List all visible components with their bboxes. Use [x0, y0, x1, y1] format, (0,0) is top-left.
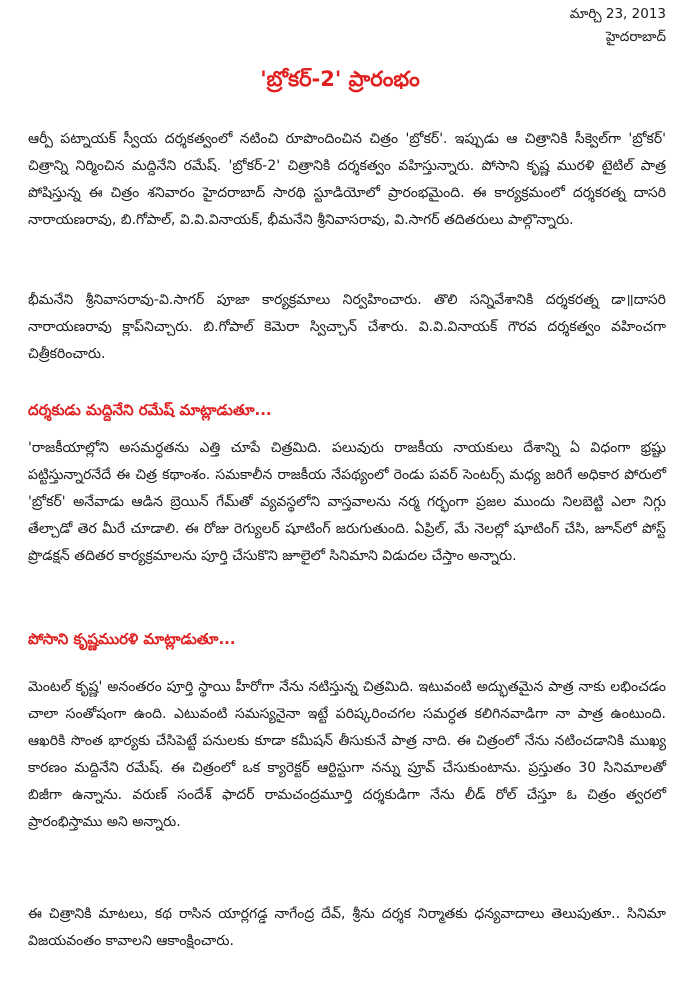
article-title: 'బ్రోకర్-2' ప్రారంభం	[260, 67, 420, 91]
paragraph-intro: ఆర్పీ పట్నాయక్ స్వీయ దర్శకత్వంలో నటించి రూపొందించిన చిత్రం 'బ్రోకర్'. ఇప్పుడు ఆ చిత్రానికి సీక్వెల్‌గా 'బ్రోకర్' చిత్రాన్ని నిర్మించిన మద్దినేని రమేష్. 'బ్రోకర్-2' చిత్రానికి దర్శకత్వం వహిస్తున్నారు. పోసాని కృష్ణ మురళి టైటిల్ పాత్ర పోషిస్తున్న ఈ చిత్రం శనివారం హైదరాబాద్ సారథి స్టూడియోలో ప్రారంభమైంది. ఈ కార్యక్రమంలో దర్శకరత్న దాసరి నారాయణరావు, బి.గోపాల్, వి.వి.వినాయక్, భీమనేని శ్రీనివాసరావు, వి.సాగర్ తదితరులు పాల్గొన్నారు.	[28, 131, 666, 228]
date-line: మార్చి 23, 2013	[569, 6, 666, 22]
paragraph-launch: భీమనేని శ్రీనివాసరావు-వి.సాగర్ పూజా కార్యక్రమాలు నిర్వహించారు. తొలి సన్నివేశానికి దర్శకరత్న డా॥దాసరి నారాయణరావు క్లాప్‌నిచ్చారు. బి.గోపాల్ కెమెరా స్విచ్చాన్ చేశారు. వి.వి.వినాయక్ గౌరవ దర్శకత్వం వహించగా చిత్రీకరించారు.	[28, 292, 666, 362]
subheading-director: దర్శకుడు మద్దినేని రమేష్ మాట్లాడుతూ...	[28, 401, 272, 419]
paragraph-actor-quote: మెంటల్ కృష్ణ' అనంతరం పూర్తి స్థాయి హీరోగా నేను నటిస్తున్న చిత్రమిది. ఇటువంటి అద్భుతమైన పాత్ర నాకు లభించడం చాలా సంతోషంగా ఉంది. ఎటువంటి సమస్యనైనా ఇట్టే పరిష్కరించగల సమర్ధత కలిగినవాడిగా నా పాత్ర ఉంటుంది. ఆఖరికి సొంత భార్యకు చేసిపెట్టే పనులకు కూడా కమీషన్ తీసుకునే పాత్ర నాది. ఈ చిత్రంలో నేను నటించడానికి ముఖ్య కారణం మద్దినేని రమేష్. ఈ చిత్రంలో ఒక క్యారెక్టర్ ఆర్టిస్టుగా నన్ను ప్రూవ్ చేసుకుంటాను. ప్రస్తుతం 30 సినిమాలతో బిజీగా ఉన్నాను. వరుణ్ సందేశ్ ఫాదర్ రామచంద్రమూర్తి దర్శకుడిగా నేను లీడ్ రోల్ చేస్తూ ఓ చిత్రం త్వరలో ప్రారంభిస్తాము అని అన్నారు.	[28, 679, 666, 830]
place-line: హైదరాబాద్	[605, 29, 666, 45]
paragraph-closing: ఈ చిత్రానికి మాటలు, కథ రాసిన యార్లగడ్డ నాగేంద్ర దేవ్, శ్రీను దర్శక నిర్మాతకు ధన్యవాదాలు తెలుపుతూ.. సినిమా విజయవంతం కావాలని ఆకాంక్షించారు.	[28, 906, 666, 949]
subheading-actor: పోసాని కృష్ణమురళి మాట్లాడుతూ...	[28, 630, 236, 648]
paragraph-director-quote: 'రాజకీయాల్లోని అసమర్ధతను ఎత్తి చూపే చిత్రమిది. పలువురు రాజకీయ నాయకులు దేశాన్ని ఏ విధంగా భ్రష్టు పట్టిస్తున్నారనేదే ఈ చిత్ర కథాంశం. సమకాలీన రాజకీయ నేపథ్యంలో రెండు పవర్ సెంటర్స్ మధ్య జరిగే అధికార పోరులో 'బ్రోకర్' అనేవాడు ఆడిన బ్రెయిన్ గేమ్‌తో వ్యవస్థలోని వాస్తవాలను నర్మ గర్భంగా ప్రజల ముందు నిలబెట్టి ఎలా నిగ్గు తేల్చాడో తెర మీరే చూడాలి. ఈ రోజు రెగ్యులర్ షూటింగ్ జరుగుతుంది. ఏప్రిల్, మే నెలల్లో షూటింగ్ చేసి, జూన్‌లో పోస్ట్ ప్రొడక్షన్ తదితర కార్యక్రమాలను పూర్తి చేసుకొని జూలైలో సినిమాని విడుదల చేస్తాం అన్నారు.	[28, 440, 666, 564]
